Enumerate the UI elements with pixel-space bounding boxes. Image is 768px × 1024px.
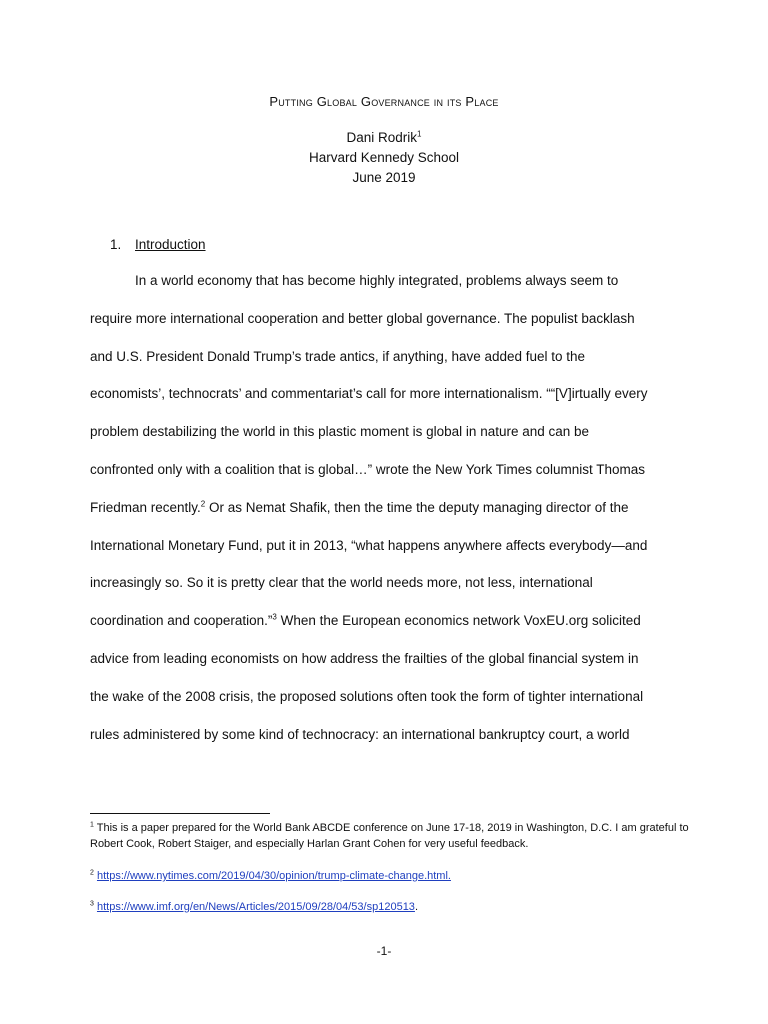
footnote-3 <box>90 899 690 915</box>
body-text-fragment: coordination and cooperation.” <box>90 613 273 629</box>
footnote-2 <box>90 868 690 884</box>
body-line: International Monetary Fund, put it in 2013, “what happens anywhere affects everybody—and <box>90 537 648 553</box>
body-text-fragment: When the European economics network VoxEU.org solicited <box>276 613 641 629</box>
footnote-number: 2 <box>90 869 94 877</box>
body-text-fragment: Friedman recently. <box>90 499 201 515</box>
body-line: advice from leading economists on how address the frailties of the global financial system in <box>90 650 639 666</box>
body-line: and U.S. President Donald Trump’s trade antics, if anything, have added fuel to the <box>90 348 586 364</box>
body-line: rules administered by some kind of technocracy: an international bankruptcy court, a world <box>90 726 630 742</box>
author-line <box>0 128 768 148</box>
footnote-divider <box>90 813 270 814</box>
footnote-text: This is a paper prepared for the World Bank ABCDE conference on June 17-18, 2019 in Washington, D.C. I am grateful to Robert Cook, Robert Staiger, and especially Harlan Grant Cohen for very useful feedback. <box>90 822 689 850</box>
footnote-mark[interactable]: 2 <box>200 499 206 509</box>
footnote-link[interactable]: https://www.nytimes.com/2019/04/30/opinion/trump-climate-change.html. <box>96 870 451 882</box>
body-line: economists’, technocrats’ and commentariat’s call for more internationalism. ““[V]irtually every <box>90 386 648 402</box>
body-line: the wake of the 2008 crisis, the proposed solutions often took the form of tighter international <box>90 688 644 704</box>
body-line: increasingly so. So it is pretty clear that the world needs more, not less, international <box>90 575 593 591</box>
body-line: problem destabilizing the world in this plastic moment is global in nature and can be <box>90 424 590 440</box>
footnote-punctuation: . <box>414 901 418 913</box>
page-number: -1- <box>376 944 392 958</box>
footnote-number: 1 <box>90 821 94 829</box>
affiliation: Harvard Kennedy School <box>308 150 460 165</box>
body-text <box>90 262 690 753</box>
publication-date: June 2019 <box>352 170 416 185</box>
section-title: Introduction <box>135 237 206 252</box>
footnote-mark[interactable]: 3 <box>272 612 277 622</box>
section-number: 1. <box>110 237 122 252</box>
paper-title: Putting Global Governance in its Place <box>269 94 499 109</box>
body-line: In a world economy that has become highly integrated, problems always seem to <box>135 273 619 288</box>
author-footnote-mark[interactable]: 1 <box>417 129 422 139</box>
footnote-1 <box>90 820 690 852</box>
body-line <box>90 489 690 527</box>
footnote-number: 3 <box>90 900 94 908</box>
footnote-link[interactable]: https://www.imf.org/en/News/Articles/2015/09/28/04/53/sp120513 <box>96 901 415 913</box>
body-line: confronted only with a coalition that is global…” wrote the New York Times columnist Thomas <box>90 461 646 477</box>
body-line <box>90 602 690 640</box>
body-text-fragment: Or as Nemat Shafik, then the time the deputy managing director of the <box>205 499 629 515</box>
section-heading <box>110 237 206 252</box>
author-block <box>0 128 768 188</box>
body-line: require more international cooperation and better global governance. The populist backlash <box>90 310 635 326</box>
author-name: Dani Rodrik <box>346 130 418 145</box>
